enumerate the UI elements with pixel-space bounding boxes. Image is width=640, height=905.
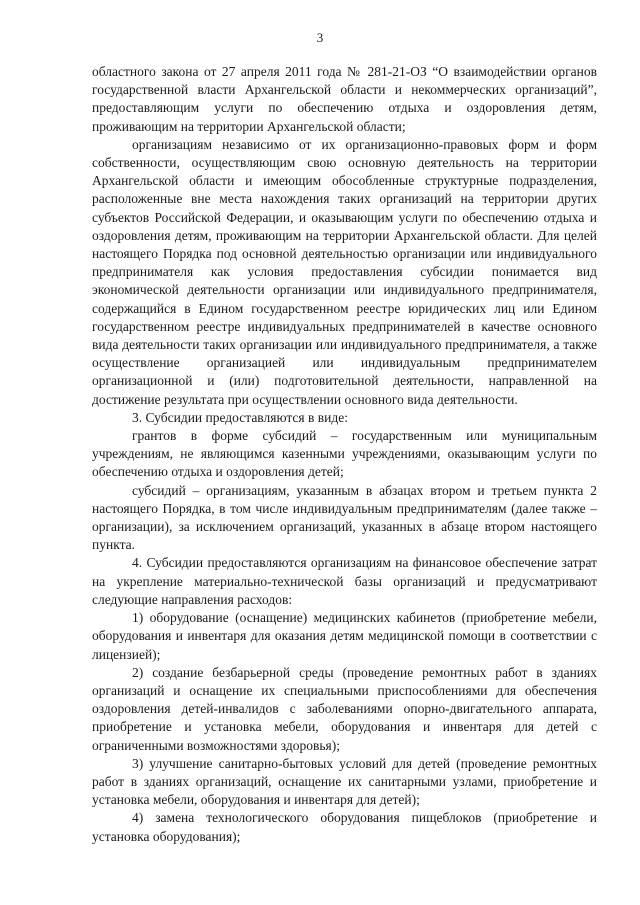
page-number: 3 <box>316 30 324 45</box>
paragraph-item-4-heading: 4. Субсидии предоставляются организациям на финансовое обеспечение затрат на укрепление материально-технической базы организаций и предусматривают следующие направления расходов: <box>92 555 597 607</box>
paragraph-expense-kitchen-equipment: 4) замена технологического оборудования пищеблоков (приобретение и установка оборудования); <box>92 810 597 844</box>
paragraph-grants: грантов в форме субсидий – государственным или муниципальным учреждениям, не являющимся казенными учреждениями, оказывающим услуги по обеспечению отдыха и оздоровления детей; <box>92 428 597 480</box>
paragraph-organizations-definition: организациям независимо от их организационно-правовых форм и форм собственности, осуществляющим свою основную деятельность на территории Архангельской области и имеющим обособленные структурные подразделения, расположенные вне места нахождения таких организаций на территории других субъектов Российской Федерации, и оказывающим услуги по обеспечению отдыха и оздоровления детям, проживающим на территории Архангельской области. Для целей настоящего Порядка под основной деятельностью организации или индивидуального предпринимателя как условия предоставления субсидии понимается вид экономической деятельности организации или индивидуального предпринимателя, содержащийся в Едином государственном реестре юридических лиц или Едином государственном реестре индивидуальных предпринимателей в качестве основного вида деятельности таких организации или индивидуального предпринимателя, а также осуществление организацией или индивидуальным предпринимателем организационной и (или) подготовительной деятельности, направленной на достижение результата при осуществлении основного вида деятельности. <box>92 136 597 407</box>
document-body <box>92 63 597 846</box>
paragraph-subsidies: субсидий – организациям, указанным в абзацах втором и третьем пункта 2 настоящего Порядка, в том числе индивидуальным предпринимателям (далее также – организации), за исключением организаций, указанных в абзаце втором настоящего пункта. <box>92 482 597 553</box>
paragraph-regional-law-reference: областного закона от 27 апреля 2011 года № 281-21-ОЗ “О взаимодействии органов государственной власти Архангельской области и некоммерческих организаций”, предоставляющим услуги по обеспечению отдыха и оздоровления детям, проживающим на территории Архангельской области; <box>92 64 597 134</box>
paragraph-expense-sanitary: 3) улучшение санитарно-бытовых условий для детей (проведение ремонтных работ в зданиях организаций, оснащение их санитарными узлами, приобретение и установка мебели, оборудования и инвентаря для детей); <box>92 755 597 808</box>
paragraph-expense-barrier-free: 2) создание безбарьерной среды (проведение ремонтных работ в зданиях организаций и оснащение их специальными приспособлениями для обеспечения оздоровления детей-инвалидов с заболеваниями опорно-двигательного аппарата, приобретение и установка мебели, оборудования и инвентаря для детей с ограниченными возможностями здоровья); <box>92 664 597 753</box>
paragraph-expense-medical-rooms: 1) оборудование (оснащение) медицинских кабинетов (приобретение мебели, оборудования и инвентаря для оказания детям медицинской помощи в соответствии с лицензией); <box>92 610 597 662</box>
paragraph-item-3-heading: 3. Субсидии предоставляются в виде: <box>132 409 348 425</box>
